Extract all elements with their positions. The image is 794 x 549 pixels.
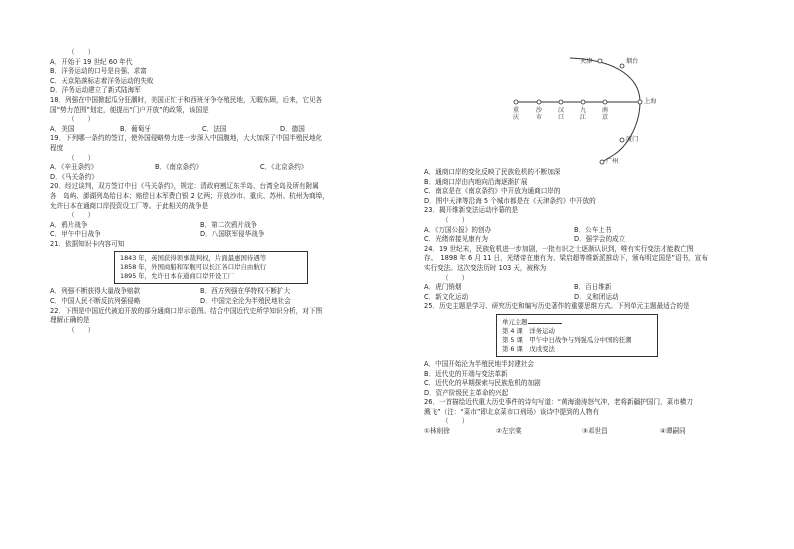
left-column — [50, 48, 388, 335]
q23-option-b: B．公车上书 — [574, 225, 612, 234]
q21-knowledge-card — [114, 251, 308, 284]
q24-options-row2 — [424, 293, 754, 303]
port-marker-chongqing — [514, 100, 518, 104]
q24-options-row1 — [424, 283, 754, 293]
q26-stem-line2: 溅飞”（注：“菜市”即北京菜市口刑场）该诗中提到的人物有 — [424, 407, 600, 416]
q23-stem: 23．揭开维新变法运动序幕的是 — [424, 206, 519, 215]
right-column — [424, 54, 754, 437]
q21-option-d: D．中国完全沦为半殖民地社会 — [200, 297, 291, 306]
q18-option-c: C．法国 — [202, 124, 227, 133]
city-label-xiamen: 厦门 — [626, 136, 639, 143]
q23-options-row2 — [424, 235, 754, 245]
q20-option-d: D．八国联军侵华战争 — [200, 230, 265, 239]
q25-card-line2: 第 5 课 甲午中日战争与列强瓜分中国的狂潮 — [502, 335, 632, 344]
q21-option-a: A．列强不断获得大量战争赔款 — [50, 287, 141, 296]
q20-stem-line1: 20．经过谈判，双方签订中日《马关条约》，规定：清政府割辽东半岛、台湾全岛及所有附属 — [50, 182, 319, 191]
q24-stem-line2: 存。 1898 年 6 月 11 日，光绪帝在康有为、梁启超等维新派推动下，颁布明定国是”诏书，宣布 — [424, 254, 708, 263]
q20-option-c: C．甲午中日战争 — [50, 230, 101, 239]
city-label-chongqing: 重庆 — [512, 107, 520, 122]
q22-option-a: A．通商口岸的变化反映了民族危机的不断加深 — [424, 168, 561, 176]
q21-card-line1: 1843 年，英国获得领事裁判权，片面最惠国待遇等 — [120, 254, 267, 263]
city-label-yantai: 烟台 — [626, 58, 639, 65]
q20-stem-line2: 各 岛屿、澎湖列岛给日本；赔偿日本军费白银 2 亿两；开放沙市、重庆、苏州、杭州为商埠， — [50, 191, 329, 200]
q22-stem-line1: 22．下图是中国近代被迫开放的部分通商口岸示意图。结合中国近代史所学知识分析，对下图 — [50, 306, 323, 315]
q20-stem-line3: 允许日本在通商口岸投资设工厂等。于此相关的战争是 — [50, 201, 209, 210]
q17-option-c: C．天京陷落标志着洋务运动的失败 — [50, 76, 154, 85]
city-label-tianjin: 天津 — [580, 58, 593, 65]
q23-option-a: A．《万国公报》的创办 — [424, 225, 492, 234]
port-marker-xiamen — [620, 138, 624, 142]
q26-option-1: ①林则徐 — [424, 427, 450, 436]
port-marker-yantai — [620, 64, 624, 68]
treaty-ports-map-graphic — [424, 54, 754, 168]
city-label-guangzhou: 广州 — [606, 158, 619, 165]
treaty-ports-map — [424, 54, 754, 168]
q19-option-d: D．《马关条约》 — [50, 172, 98, 181]
q26-options — [424, 427, 754, 437]
q22-answer-paren: （ ） — [68, 325, 95, 334]
city-label-jiujiang: 九江 — [579, 107, 587, 122]
q20-option-b: B．第二次鸦片战争 — [200, 220, 258, 229]
q24-option-c: C．新文化运动 — [424, 292, 469, 301]
q19-option-a: A．《辛丑条约》 — [50, 163, 98, 172]
q18-stem-line1: 18．列强在中国掀起瓜分狂潮时，美国正忙于和西班牙争夺殖民地，无暇东顾，后来，它见各 — [50, 95, 323, 104]
q22-stem-line2: 理解正确的是 — [50, 316, 90, 325]
q25-unit-theme-card — [496, 314, 658, 357]
q17-option-a: A．开始于 19 世纪 60 年代 — [50, 57, 133, 66]
q21-card-line2: 1858 年，外国商船和军舰可以长江各口岸自由航行 — [120, 263, 267, 272]
q26-option-3: ③邓世昌 — [582, 427, 608, 436]
port-marker-jiujiang — [581, 100, 585, 104]
q22-option-c: C．南京是在《南京条约》中开放为通商口岸的 — [424, 187, 561, 196]
q24-stem-line1: 24．19 世纪末，民族危机进一步加剧，一批有识之士逐渐认识到，唯有实行变法才能救亡图 — [424, 244, 694, 253]
port-marker-tianjin — [598, 59, 602, 63]
q18-options — [50, 125, 388, 135]
q17-answer-paren: （ ） — [68, 48, 95, 56]
q21-card-line3: 1895 年，允许日本在通商口岸开设工厂 — [120, 272, 235, 281]
q19-stem-line2: 程度 — [50, 143, 64, 152]
q23-options-row1 — [424, 226, 754, 236]
port-marker-guangzhou — [600, 160, 604, 164]
city-label-shashi: 沙市 — [535, 107, 543, 122]
q18-answer-paren: （ ） — [68, 115, 95, 124]
q20-option-a: A．鸦片战争 — [50, 220, 88, 229]
port-marker-shashi — [537, 100, 541, 104]
q17-option-b: B．洋务运动的口号是自强、求富 — [50, 67, 147, 76]
q25-option-a: A．中国开始沦为半殖民地半封建社会 — [424, 359, 535, 368]
q26-option-2: ②左宗棠 — [496, 427, 522, 436]
q21-option-b: B．西方列强在华特权不断扩大 — [200, 287, 291, 296]
q21-options-row2 — [50, 297, 388, 307]
q20-answer-paren: （ ） — [68, 211, 95, 220]
q24-option-d: D．义和团运动 — [574, 292, 619, 301]
q25-card-title-row — [502, 317, 652, 327]
q23-option-d: D．强学会的成立 — [574, 235, 626, 244]
q19-stem-line1: 19．下列哪一条约的签订，使外国侵略势力进一步深入中国腹地，大大加深了中国半殖民地化 — [50, 134, 323, 143]
city-label-nanjing: 南京 — [601, 107, 609, 122]
q22-option-d: D．图中天津等沿海 5 个城市都是在《天津条约》中开放的 — [424, 196, 596, 205]
port-marker-nanjing — [603, 100, 607, 104]
q24-answer-paren: （ ） — [442, 273, 469, 282]
q24-stem-line3: 实行变法。这次变法历时 103 天，被称为 — [424, 263, 547, 272]
q25-option-b: B．近代史的开端与变法革新 — [424, 369, 508, 378]
q21-option-c: C．中国人民不断反抗列强侵略 — [50, 297, 141, 306]
q20-options-row2 — [50, 230, 388, 240]
q23-option-c: C．光绪帝接见康有为 — [424, 235, 488, 244]
q18-option-a: A．美国 — [50, 124, 75, 133]
q22-option-b: B．通商口岸由内地向沿海逐渐扩展 — [424, 177, 528, 186]
q18-option-d: D．德国 — [280, 124, 305, 133]
city-label-hankou: 汉口 — [557, 107, 565, 122]
q25-card-blank — [528, 317, 562, 324]
port-marker-shanghai — [638, 100, 642, 104]
q18-option-b: B．葡萄牙 — [120, 124, 151, 133]
q25-option-d: D．资产阶级民主革命的兴起 — [424, 388, 509, 397]
q19-options — [50, 163, 388, 173]
q17-option-d: D．洋务运动建立了新式陆海军 — [50, 86, 141, 95]
q21-stem: 21．依据知识卡内容可知 — [50, 239, 125, 248]
q19-option-c: C．《北京条约》 — [260, 163, 308, 172]
q18-stem-line2: 国“势力范围”划定，便提出“门户开放”的政策，该国是 — [50, 105, 209, 114]
q20-options-row1 — [50, 221, 388, 231]
q25-card-line3: 第 6 课 戊戌变法 — [502, 344, 555, 353]
q26-stem-line1: 26．一首描绘近代重大历史事件的诗句写道：“黄海渤涛怒气冲，老将新疆护国门，菜市横刀 — [424, 398, 693, 407]
q23-answer-paren: （ ） — [442, 215, 469, 224]
q21-options-row1 — [50, 287, 388, 297]
q25-stem: 25．历史主题是学习、研究历史和编写历史著作的重要思维方式。下列单元主题最适合的是 — [424, 302, 690, 311]
q24-option-a: A．虎门销烟 — [424, 283, 462, 292]
q25-card-line1: 第 4 课 洋务运动 — [502, 326, 555, 335]
q19-answer-paren: （ ） — [68, 153, 95, 162]
city-label-shanghai: 上海 — [644, 98, 657, 105]
q26-option-4: ④谭嗣同 — [660, 427, 686, 436]
q25-option-c: C．近代化的早期探索与民族危机的加剧 — [424, 379, 541, 388]
q25-card-title: 单元主题 — [502, 317, 528, 326]
q24-option-b: B．百日维新 — [574, 283, 612, 292]
port-marker-hankou — [559, 100, 563, 104]
q19-option-b: B．《南京条约》 — [155, 163, 203, 172]
q26-answer-paren: （ ） — [442, 417, 469, 426]
